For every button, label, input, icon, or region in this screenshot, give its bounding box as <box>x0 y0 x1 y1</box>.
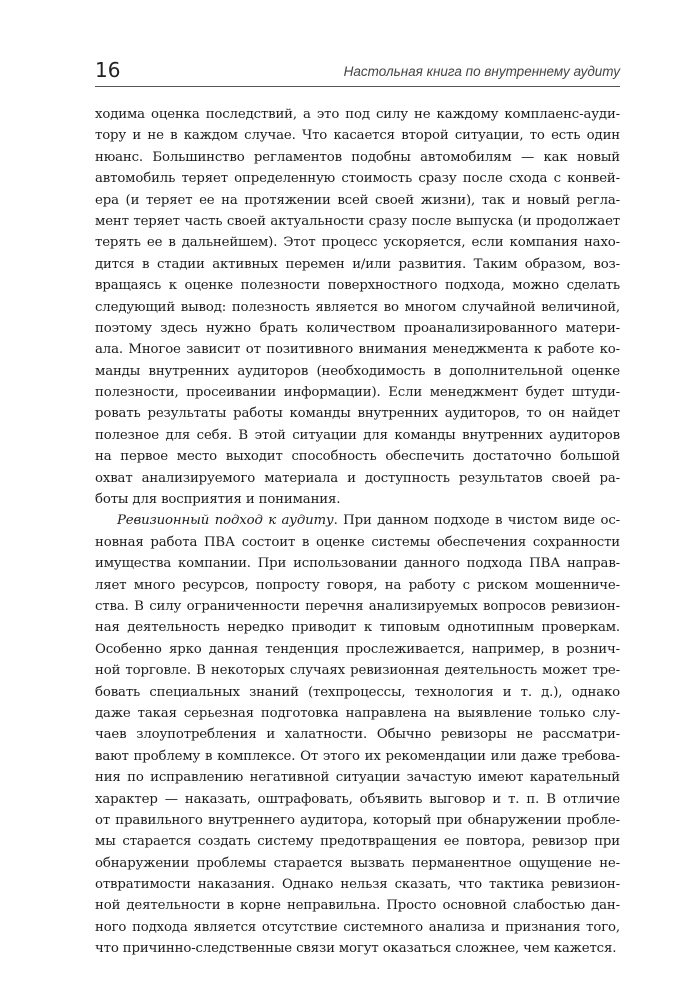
text-line: ная деятельность нередко приводит к типовым однотипным проверкам. <box>95 620 620 636</box>
text-line: ной торговле. В некоторых случаях ревизионная деятельность может тре- <box>95 663 620 679</box>
text-line: нюанс. Большинство регламентов подобны автомобилям — как новый <box>95 149 620 165</box>
text-line: ера (и теряет ее на протяжении всей своей жизни), так и новый регла- <box>95 192 620 208</box>
text-line: Особенно ярко данная тенденция прослеживается, например, в рознич- <box>95 641 620 657</box>
text-line: вращаясь к оценке полезности поверхностного подхода, можно сделать <box>95 278 620 294</box>
text-line: имущества компании. При использовании данного подхода ПВА направ- <box>95 556 620 572</box>
text-line: ния по исправлению негативной ситуации зачастую имеют карательный <box>95 770 620 786</box>
text-line: даже такая серьезная подготовка направлена на выявление только слу- <box>95 705 620 721</box>
text-line: обнаружении проблемы старается вызвать перманентное ощущение не- <box>95 855 620 871</box>
text-line: характер — наказать, оштрафовать, объявить выговор и т. п. В отличие <box>95 791 620 807</box>
text-line: что причинно-следственные связи могут оказаться сложнее, чем кажется. <box>95 941 617 957</box>
running-title: Настольная книга по внутреннему аудиту <box>343 64 620 79</box>
text-line: полезности, просеивании информации). Если менеджмент будет штуди- <box>95 385 620 401</box>
text-line: ходима оценка последствий, а это под силу не каждому комплаенс-ауди- <box>95 107 620 122</box>
page-number: 16 <box>95 58 121 82</box>
text-line: от правильного внутреннего аудитора, который при обнаружении пробле- <box>95 812 620 828</box>
text-line: автомобиль теряет определенную стоимость сразу после схода с конвей- <box>95 171 620 187</box>
text-line: на первое место выходит способность обеспечить достаточно большой <box>95 449 620 465</box>
text-line-first <box>95 510 620 531</box>
text-line: манды внутренних аудиторов (необходимость в дополнительной оценке <box>95 363 620 379</box>
text-line: отвратимости наказания. Однако нельзя сказать, что тактика ревизион- <box>95 877 620 893</box>
paragraph-continuation <box>95 104 620 510</box>
text-line: вают проблему в комплексе. От этого их рекомендации или даже требова- <box>95 748 620 764</box>
text-line: чаев злоупотребления и халатности. Обычно ревизоры не рассматри- <box>95 727 620 743</box>
paragraph-revision-approach <box>95 510 620 959</box>
text-line: ровать результаты работы команды внутренних аудиторов, то он найдет <box>95 406 620 422</box>
header-rule <box>95 86 620 87</box>
text-line: полезное для себя. В этой ситуации для команды внутренних аудиторов <box>95 427 620 443</box>
text-line: боты для восприятия и понимания. <box>95 492 341 508</box>
text-line: мы старается создать систему предотвращения ее повтора, ревизор при <box>95 834 620 850</box>
first-line-rest: . При данном подходе в чистом виде ос- <box>333 513 620 529</box>
text-line: ного подхода является отсутствие системного анализа и признания того, <box>95 919 620 935</box>
text-line: дится в стадии активных перемен и/или развития. Таким образом, воз- <box>95 256 620 272</box>
text-line: ства. В силу ограниченности перечня анализируемых вопросов ревизион- <box>95 598 620 614</box>
text-line: следующий вывод: полезность является во многом случайной величиной, <box>95 299 620 315</box>
text-line: поэтому здесь нужно брать количеством проанализированного матери- <box>95 320 620 336</box>
text-line: ала. Многое зависит от позитивного внимания менеджмента к работе ко- <box>95 342 620 358</box>
text-line: терять ее в дальнейшем). Этот процесс ускоряется, если компания нахо- <box>95 235 620 251</box>
body-text <box>95 104 620 960</box>
lead-italic-heading: Ревизионный подход к аудиту <box>117 513 334 529</box>
text-line: охват анализируемого материала и доступность результатов своей ра- <box>95 470 620 486</box>
text-line: новная работа ПВА состоит в оценке системы обеспечения сохранности <box>95 534 620 550</box>
text-line: тору и не в каждом случае. Что касается второй ситуации, то есть один <box>95 128 620 144</box>
page-header <box>95 58 620 84</box>
text-line: бовать специальных знаний (техпроцессы, технология и т. д.), однако <box>95 684 620 700</box>
text-line: мент теряет часть своей актуальности сразу после выпуска (и продолжает <box>95 213 620 229</box>
text-line: ной деятельности в корне неправильна. Просто основной слабостью дан- <box>95 898 620 914</box>
text-line: ляет много ресурсов, попросту говоря, на работу с риском мошенниче- <box>95 577 620 593</box>
